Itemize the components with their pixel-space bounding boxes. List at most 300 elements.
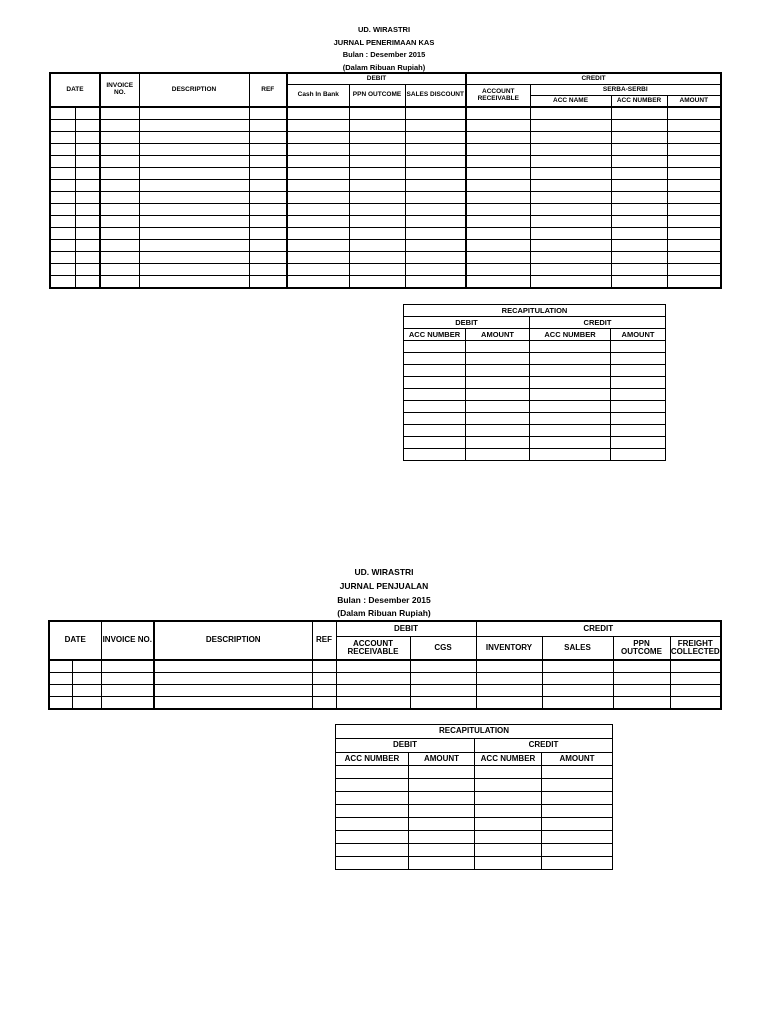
table-cell[interactable]: [611, 120, 667, 132]
table-cell[interactable]: [466, 216, 530, 228]
table-cell[interactable]: [530, 449, 611, 461]
table-cell[interactable]: [50, 156, 75, 168]
table-cell[interactable]: [139, 204, 249, 216]
table-cell[interactable]: [50, 216, 75, 228]
table-cell[interactable]: [336, 685, 410, 697]
table-cell[interactable]: [611, 437, 666, 449]
table-cell[interactable]: [139, 192, 249, 204]
table-cell[interactable]: [405, 156, 466, 168]
table-cell[interactable]: [100, 228, 139, 240]
table-cell[interactable]: [410, 673, 476, 685]
table-cell[interactable]: [75, 192, 100, 204]
table-cell[interactable]: [405, 180, 466, 192]
table-cell[interactable]: [287, 132, 349, 144]
table-cell[interactable]: [249, 240, 287, 252]
table-cell[interactable]: [349, 204, 405, 216]
table-cell[interactable]: [475, 766, 542, 779]
table-cell[interactable]: [139, 156, 249, 168]
table-cell[interactable]: [50, 192, 75, 204]
table-cell[interactable]: [249, 264, 287, 276]
table-cell[interactable]: [530, 353, 611, 365]
table-cell[interactable]: [530, 120, 611, 132]
table-cell[interactable]: [466, 264, 530, 276]
table-cell[interactable]: [139, 276, 249, 289]
table-cell[interactable]: [530, 437, 611, 449]
table-cell[interactable]: [611, 449, 666, 461]
table-cell[interactable]: [530, 204, 611, 216]
table-cell[interactable]: [349, 228, 405, 240]
table-cell[interactable]: [139, 144, 249, 156]
table-cell[interactable]: [475, 779, 542, 792]
table-cell[interactable]: [101, 660, 154, 673]
table-cell[interactable]: [530, 107, 611, 120]
table-cell[interactable]: [542, 685, 613, 697]
table-cell[interactable]: [466, 437, 530, 449]
table-cell[interactable]: [466, 168, 530, 180]
table-cell[interactable]: [475, 818, 542, 831]
table-cell[interactable]: [336, 766, 409, 779]
table-cell[interactable]: [287, 144, 349, 156]
table-cell[interactable]: [154, 673, 312, 685]
table-cell[interactable]: [405, 168, 466, 180]
table-cell[interactable]: [139, 264, 249, 276]
table-cell[interactable]: [249, 252, 287, 264]
table-cell[interactable]: [667, 168, 721, 180]
table-cell[interactable]: [611, 132, 667, 144]
table-cell[interactable]: [475, 792, 542, 805]
table-cell[interactable]: [287, 192, 349, 204]
table-cell[interactable]: [530, 240, 611, 252]
table-cell[interactable]: [530, 425, 611, 437]
table-cell[interactable]: [50, 240, 75, 252]
table-cell[interactable]: [409, 805, 475, 818]
table-cell[interactable]: [466, 144, 530, 156]
table-cell[interactable]: [349, 132, 405, 144]
table-cell[interactable]: [530, 216, 611, 228]
table-cell[interactable]: [287, 204, 349, 216]
table-cell[interactable]: [476, 685, 542, 697]
table-cell[interactable]: [101, 697, 154, 710]
table-cell[interactable]: [611, 264, 667, 276]
table-cell[interactable]: [476, 673, 542, 685]
table-cell[interactable]: [287, 107, 349, 120]
table-cell[interactable]: [611, 192, 667, 204]
table-cell[interactable]: [72, 685, 101, 697]
table-cell[interactable]: [249, 216, 287, 228]
table-cell[interactable]: [410, 660, 476, 673]
table-cell[interactable]: [530, 276, 611, 289]
table-cell[interactable]: [409, 766, 475, 779]
table-cell[interactable]: [404, 401, 466, 413]
table-cell[interactable]: [466, 401, 530, 413]
table-cell[interactable]: [139, 107, 249, 120]
table-cell[interactable]: [249, 144, 287, 156]
table-cell[interactable]: [409, 831, 475, 844]
table-cell[interactable]: [249, 204, 287, 216]
table-cell[interactable]: [667, 276, 721, 289]
table-cell[interactable]: [75, 228, 100, 240]
table-cell[interactable]: [611, 425, 666, 437]
table-cell[interactable]: [75, 216, 100, 228]
table-cell[interactable]: [404, 377, 466, 389]
table-cell[interactable]: [100, 120, 139, 132]
table-cell[interactable]: [405, 107, 466, 120]
table-cell[interactable]: [287, 216, 349, 228]
table-cell[interactable]: [466, 132, 530, 144]
table-cell[interactable]: [670, 660, 721, 673]
table-cell[interactable]: [670, 673, 721, 685]
table-cell[interactable]: [249, 156, 287, 168]
table-cell[interactable]: [466, 365, 530, 377]
table-cell[interactable]: [611, 240, 667, 252]
table-cell[interactable]: [542, 766, 613, 779]
table-cell[interactable]: [466, 120, 530, 132]
table-cell[interactable]: [49, 685, 72, 697]
table-cell[interactable]: [139, 240, 249, 252]
table-cell[interactable]: [404, 413, 466, 425]
table-cell[interactable]: [349, 180, 405, 192]
table-cell[interactable]: [287, 240, 349, 252]
table-cell[interactable]: [667, 132, 721, 144]
table-cell[interactable]: [50, 107, 75, 120]
table-cell[interactable]: [475, 831, 542, 844]
table-cell[interactable]: [139, 252, 249, 264]
table-cell[interactable]: [50, 264, 75, 276]
col-freight-collected: FREIGHT COLLECTED: [670, 637, 721, 661]
table-cell[interactable]: [405, 132, 466, 144]
table-cell[interactable]: [611, 389, 666, 401]
table-cell[interactable]: [530, 377, 611, 389]
table-cell[interactable]: [312, 697, 336, 710]
table-cell[interactable]: [466, 425, 530, 437]
table-cell[interactable]: [542, 660, 613, 673]
table-cell[interactable]: [100, 168, 139, 180]
table-cell[interactable]: [405, 192, 466, 204]
table-cell[interactable]: [100, 216, 139, 228]
table-cell[interactable]: [530, 144, 611, 156]
table-cell[interactable]: [611, 216, 667, 228]
table-cell[interactable]: [667, 180, 721, 192]
table-cell[interactable]: [287, 168, 349, 180]
table-cell[interactable]: [530, 413, 611, 425]
table-cell[interactable]: [100, 264, 139, 276]
table-cell[interactable]: [613, 660, 670, 673]
table-cell[interactable]: [667, 144, 721, 156]
table-cell[interactable]: [405, 204, 466, 216]
table-cell[interactable]: [611, 168, 667, 180]
table-cell[interactable]: [139, 180, 249, 192]
table-cell[interactable]: [667, 252, 721, 264]
table-cell[interactable]: [100, 156, 139, 168]
table-cell[interactable]: [100, 204, 139, 216]
table-cell[interactable]: [542, 779, 613, 792]
table-cell[interactable]: [49, 697, 72, 710]
table-cell[interactable]: [670, 697, 721, 710]
table-cell[interactable]: [476, 660, 542, 673]
table-cell[interactable]: [611, 377, 666, 389]
table-cell[interactable]: [249, 276, 287, 289]
table-cell[interactable]: [475, 805, 542, 818]
table-cell[interactable]: [101, 685, 154, 697]
table-cell[interactable]: [139, 120, 249, 132]
table-cell[interactable]: [611, 341, 666, 353]
table-cell[interactable]: [100, 180, 139, 192]
table-cell[interactable]: [466, 389, 530, 401]
table-cell[interactable]: [530, 365, 611, 377]
table-cell[interactable]: [667, 240, 721, 252]
table-cell[interactable]: [287, 120, 349, 132]
table-cell[interactable]: [405, 240, 466, 252]
table-cell[interactable]: [50, 168, 75, 180]
table-cell[interactable]: [75, 204, 100, 216]
table-cell[interactable]: [611, 276, 667, 289]
table-cell[interactable]: [101, 673, 154, 685]
table-cell[interactable]: [530, 252, 611, 264]
table-cell[interactable]: [336, 857, 409, 870]
table-cell[interactable]: [75, 144, 100, 156]
table-cell[interactable]: [667, 107, 721, 120]
table-cell[interactable]: [613, 697, 670, 710]
table-cell[interactable]: [542, 697, 613, 710]
table-cell[interactable]: [530, 132, 611, 144]
table-cell[interactable]: [466, 413, 530, 425]
table-cell[interactable]: [75, 276, 100, 289]
table-cell[interactable]: [542, 844, 613, 857]
table-cell[interactable]: [667, 120, 721, 132]
table-cell[interactable]: [404, 425, 466, 437]
table-cell[interactable]: [611, 228, 667, 240]
table-cell[interactable]: [409, 792, 475, 805]
table-cell[interactable]: [611, 401, 666, 413]
table-cell[interactable]: [404, 449, 466, 461]
table-cell[interactable]: [410, 685, 476, 697]
table-cell[interactable]: [542, 673, 613, 685]
table-cell[interactable]: [349, 252, 405, 264]
table-cell[interactable]: [405, 276, 466, 289]
table-row: [50, 216, 721, 228]
table-cell[interactable]: [50, 144, 75, 156]
table-cell[interactable]: [405, 228, 466, 240]
table-cell[interactable]: [405, 144, 466, 156]
table-cell[interactable]: [100, 240, 139, 252]
table-cell[interactable]: [466, 377, 530, 389]
table-cell[interactable]: [49, 673, 72, 685]
table-cell[interactable]: [50, 132, 75, 144]
table-cell[interactable]: [75, 120, 100, 132]
table-cell[interactable]: [611, 204, 667, 216]
table-cell[interactable]: [530, 228, 611, 240]
table-cell[interactable]: [100, 192, 139, 204]
table-cell[interactable]: [405, 216, 466, 228]
table-cell[interactable]: [611, 353, 666, 365]
table-cell[interactable]: [613, 685, 670, 697]
table-cell[interactable]: [409, 857, 475, 870]
table-cell[interactable]: [139, 216, 249, 228]
table-cell[interactable]: [50, 180, 75, 192]
table-cell[interactable]: [100, 276, 139, 289]
table-cell[interactable]: [139, 132, 249, 144]
table-cell[interactable]: [75, 180, 100, 192]
table-cell[interactable]: [611, 144, 667, 156]
table-cell[interactable]: [530, 192, 611, 204]
table-cell[interactable]: [287, 264, 349, 276]
table-cell[interactable]: [530, 180, 611, 192]
table-cell[interactable]: [349, 168, 405, 180]
table-cell[interactable]: [409, 844, 475, 857]
table-cell[interactable]: [404, 341, 466, 353]
table-cell[interactable]: [404, 353, 466, 365]
table-cell[interactable]: [50, 228, 75, 240]
table-cell[interactable]: [100, 144, 139, 156]
table-cell[interactable]: [287, 228, 349, 240]
table-cell[interactable]: [100, 132, 139, 144]
table-cell[interactable]: [75, 240, 100, 252]
table-cell[interactable]: [75, 156, 100, 168]
table-cell[interactable]: [154, 685, 312, 697]
table-cell[interactable]: [611, 156, 667, 168]
table-cell[interactable]: [336, 818, 409, 831]
table-cell[interactable]: [287, 180, 349, 192]
table-row: [404, 413, 666, 425]
table-cell[interactable]: [611, 180, 667, 192]
table-cell[interactable]: [466, 107, 530, 120]
table-cell[interactable]: [336, 660, 410, 673]
table-cell[interactable]: [542, 792, 613, 805]
table-cell[interactable]: [542, 805, 613, 818]
table-cell[interactable]: [466, 252, 530, 264]
table-cell[interactable]: [667, 228, 721, 240]
table-cell[interactable]: [154, 697, 312, 710]
table-cell[interactable]: [349, 156, 405, 168]
table-cell[interactable]: [139, 228, 249, 240]
table-cell[interactable]: [72, 697, 101, 710]
table-cell[interactable]: [466, 353, 530, 365]
table-cell[interactable]: [405, 252, 466, 264]
table-cell[interactable]: [404, 365, 466, 377]
table-cell[interactable]: [349, 216, 405, 228]
table-cell[interactable]: [336, 805, 409, 818]
table-cell[interactable]: [72, 660, 101, 673]
table-cell[interactable]: [542, 831, 613, 844]
table-cell[interactable]: [404, 389, 466, 401]
table-cell[interactable]: [410, 697, 476, 710]
table-cell[interactable]: [466, 240, 530, 252]
table-cell[interactable]: [50, 204, 75, 216]
table-cell[interactable]: [466, 276, 530, 289]
table-cell[interactable]: [404, 437, 466, 449]
table-cell[interactable]: [75, 168, 100, 180]
table-cell[interactable]: [466, 180, 530, 192]
table-cell[interactable]: [312, 673, 336, 685]
table-cell[interactable]: [667, 204, 721, 216]
table-cell[interactable]: [466, 449, 530, 461]
table-row: [49, 660, 721, 673]
table-cell[interactable]: [466, 228, 530, 240]
table-cell[interactable]: [336, 831, 409, 844]
table-cell[interactable]: [530, 401, 611, 413]
table-cell[interactable]: [611, 107, 667, 120]
table-cell[interactable]: [336, 792, 409, 805]
table-cell[interactable]: [466, 192, 530, 204]
table-cell[interactable]: [249, 132, 287, 144]
table-cell[interactable]: [349, 276, 405, 289]
table-cell[interactable]: [542, 857, 613, 870]
table-cell[interactable]: [336, 673, 410, 685]
table-cell[interactable]: [249, 168, 287, 180]
table-cell[interactable]: [154, 660, 312, 673]
table-cell[interactable]: [75, 107, 100, 120]
table-cell[interactable]: [530, 156, 611, 168]
table-cell[interactable]: [611, 413, 666, 425]
table-cell[interactable]: [249, 180, 287, 192]
table-cell[interactable]: [466, 341, 530, 353]
table-cell[interactable]: [349, 144, 405, 156]
table-cell[interactable]: [336, 844, 409, 857]
table-cell[interactable]: [287, 252, 349, 264]
table-cell[interactable]: [75, 252, 100, 264]
table-cell[interactable]: [530, 341, 611, 353]
table-cell[interactable]: [349, 120, 405, 132]
table-cell[interactable]: [336, 779, 409, 792]
table-cell[interactable]: [249, 228, 287, 240]
table-cell[interactable]: [249, 107, 287, 120]
table-cell[interactable]: [530, 264, 611, 276]
table-cell[interactable]: [611, 365, 666, 377]
table-cell[interactable]: [670, 685, 721, 697]
table-cell[interactable]: [312, 660, 336, 673]
table-cell[interactable]: [50, 276, 75, 289]
table-cell[interactable]: [287, 156, 349, 168]
table-cell[interactable]: [667, 192, 721, 204]
table-cell[interactable]: [530, 389, 611, 401]
table-cell[interactable]: [405, 120, 466, 132]
table-cell[interactable]: [475, 857, 542, 870]
table-cell[interactable]: [667, 156, 721, 168]
table-cell[interactable]: [100, 107, 139, 120]
table-cell[interactable]: [466, 204, 530, 216]
table-cell[interactable]: [349, 264, 405, 276]
table-cell[interactable]: [667, 216, 721, 228]
table-cell[interactable]: [349, 192, 405, 204]
table-cell[interactable]: [349, 107, 405, 120]
table-cell[interactable]: [542, 818, 613, 831]
table-cell[interactable]: [613, 673, 670, 685]
table-cell[interactable]: [405, 264, 466, 276]
table-cell[interactable]: [409, 779, 475, 792]
table-cell[interactable]: [611, 252, 667, 264]
table-cell[interactable]: [249, 120, 287, 132]
table-cell[interactable]: [475, 844, 542, 857]
table-cell[interactable]: [476, 697, 542, 710]
table-cell[interactable]: [466, 156, 530, 168]
table-cell[interactable]: [100, 252, 139, 264]
table-cell[interactable]: [50, 252, 75, 264]
table-cell[interactable]: [667, 264, 721, 276]
table-cell[interactable]: [72, 673, 101, 685]
table-cell[interactable]: [75, 132, 100, 144]
table-cell[interactable]: [530, 168, 611, 180]
table-cell[interactable]: [287, 276, 349, 289]
table-cell[interactable]: [336, 697, 410, 710]
table-cell[interactable]: [50, 120, 75, 132]
table-cell[interactable]: [249, 192, 287, 204]
table-cell[interactable]: [49, 660, 72, 673]
table-cell[interactable]: [139, 168, 249, 180]
table-cell[interactable]: [349, 240, 405, 252]
table-cell[interactable]: [75, 264, 100, 276]
table-cell[interactable]: [409, 818, 475, 831]
table-cell[interactable]: [312, 685, 336, 697]
